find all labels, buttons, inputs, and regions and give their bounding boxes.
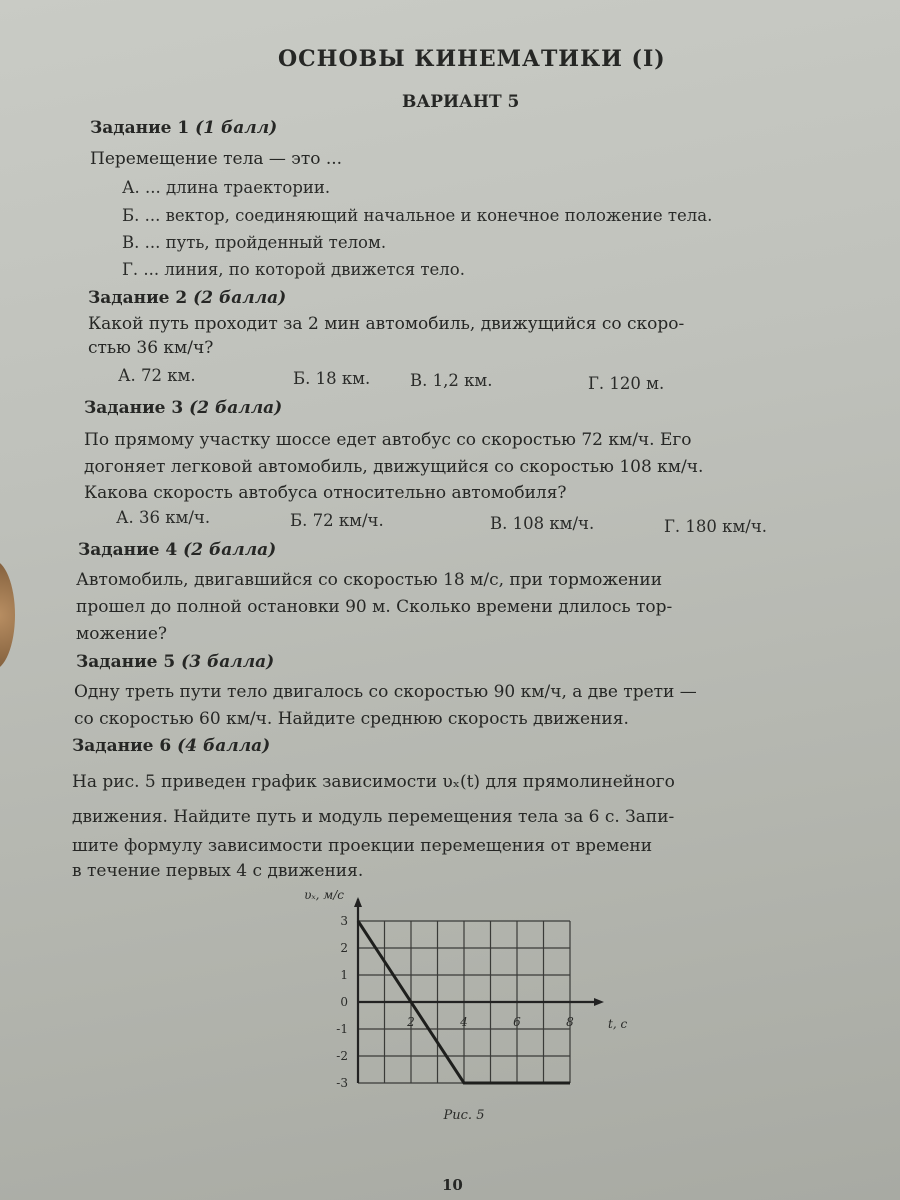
task-3-title: Задание 3 — [84, 398, 184, 418]
task-6-heading — [72, 736, 270, 756]
task-2-title: Задание 2 — [88, 288, 188, 308]
task-3-text-line: Какова скорость автобуса относительно автомобиля? — [84, 483, 567, 503]
task-1-option-c: В. ... путь, пройденный телом. — [122, 233, 387, 252]
y-tick-label: 2 — [340, 941, 348, 955]
task-2-option-a: А. 72 км. — [118, 366, 196, 385]
task-3-option-c: В. 108 км/ч. — [490, 514, 595, 533]
velocity-time-graph — [270, 880, 650, 1180]
task-1-option-a: А. ... длина траектории. — [122, 178, 331, 197]
y-tick-label: 1 — [340, 968, 348, 982]
task-3-text-line: По прямому участку шоссе едет автобус со скоростью 72 км/ч. Его — [84, 430, 692, 450]
task-3-points: (2 балла) — [189, 398, 283, 418]
task-1-option-b: Б. ... вектор, соединяющий начальное и конечное положение тела. — [122, 206, 713, 225]
task-4-text-line: Автомобиль, двигавшийся со скоростью 18 м/с, при торможении — [76, 570, 663, 590]
task-2-text-line: Какой путь проходит за 2 мин автомобиль, движущийся со скоро- — [88, 314, 685, 334]
task-6-points: (4 балла) — [177, 736, 271, 756]
x-tick-label: 8 — [566, 1015, 574, 1029]
task-2-option-c: В. 1,2 км. — [410, 371, 493, 390]
task-2-points: (2 балла) — [193, 288, 287, 308]
y-axis-arrow-icon — [354, 897, 362, 907]
task-3-heading — [84, 398, 282, 418]
task-2-text-line: стью 36 км/ч? — [88, 338, 214, 358]
task-2-option-b: Б. 18 км. — [293, 369, 371, 388]
task-4-heading — [78, 540, 276, 560]
variant-heading: ВАРИАНТ 5 — [402, 92, 520, 112]
y-tick-label: 0 — [340, 995, 348, 1009]
task-1-heading — [90, 118, 277, 138]
task-3-option-b: Б. 72 км/ч. — [290, 511, 384, 530]
finger-shadow — [0, 560, 15, 670]
task-6-text-line: в течение первых 4 с движения. — [72, 861, 364, 881]
page-number: 10 — [442, 1176, 463, 1194]
page-title: ОСНОВЫ КИНЕМАТИКИ (I) — [278, 46, 666, 72]
task-5-heading — [76, 652, 274, 672]
task-1-points: (1 балл) — [195, 118, 278, 138]
x-tick-label: 6 — [513, 1015, 521, 1029]
task-4-points: (2 балла) — [183, 540, 277, 560]
task-1-title: Задание 1 — [90, 118, 190, 138]
task-6-text-line: На рис. 5 приведен график зависимости υₓ(t) для прямолинейного — [72, 772, 675, 792]
x-tick-label: 4 — [460, 1015, 468, 1029]
figure-caption: Рис. 5 — [443, 1108, 485, 1123]
task-3-option-d: Г. 180 км/ч. — [664, 517, 768, 536]
task-6-text-line: движения. Найдите путь и модуль перемещения тела за 6 с. Запи- — [72, 807, 675, 827]
task-2-heading — [88, 288, 286, 308]
task-4-text-line: прошел до полной остановки 90 м. Сколько времени длилось тор- — [76, 597, 673, 617]
task-6-text-line: шите формулу зависимости проекции перемещения от времени — [72, 836, 653, 856]
y-tick-label: -1 — [336, 1022, 348, 1036]
graph-axes — [354, 897, 604, 1083]
task-1-option-d: Г. ... линия, по которой движется тело. — [122, 260, 465, 279]
task-2-option-d: Г. 120 м. — [588, 374, 665, 393]
x-axis-label: t, с — [608, 1017, 628, 1031]
task-4-title: Задание 4 — [78, 540, 178, 560]
task-5-points: (3 балла) — [181, 652, 275, 672]
x-tick-label: 2 — [407, 1015, 415, 1029]
y-axis-label: υₓ, м/с — [304, 888, 344, 902]
task-5-text-line: Одну треть пути тело двигалось со скоростью 90 км/ч, а две трети — — [74, 682, 697, 702]
task-3-option-a: А. 36 км/ч. — [116, 508, 211, 527]
y-tick-label: -2 — [336, 1049, 348, 1063]
task-3-text-line: догоняет легковой автомобиль, движущийся со скоростью 108 км/ч. — [84, 457, 704, 477]
task-6-title: Задание 6 — [72, 736, 172, 756]
y-tick-label: 3 — [340, 914, 348, 928]
task-1-text-line: Перемещение тела — это ... — [90, 149, 343, 169]
task-5-title: Задание 5 — [76, 652, 176, 672]
y-tick-label: -3 — [336, 1076, 348, 1090]
task-5-text-line: со скоростью 60 км/ч. Найдите среднюю скорость движения. — [74, 709, 629, 729]
x-axis-arrow-icon — [594, 998, 604, 1006]
task-4-text-line: можение? — [76, 624, 167, 644]
